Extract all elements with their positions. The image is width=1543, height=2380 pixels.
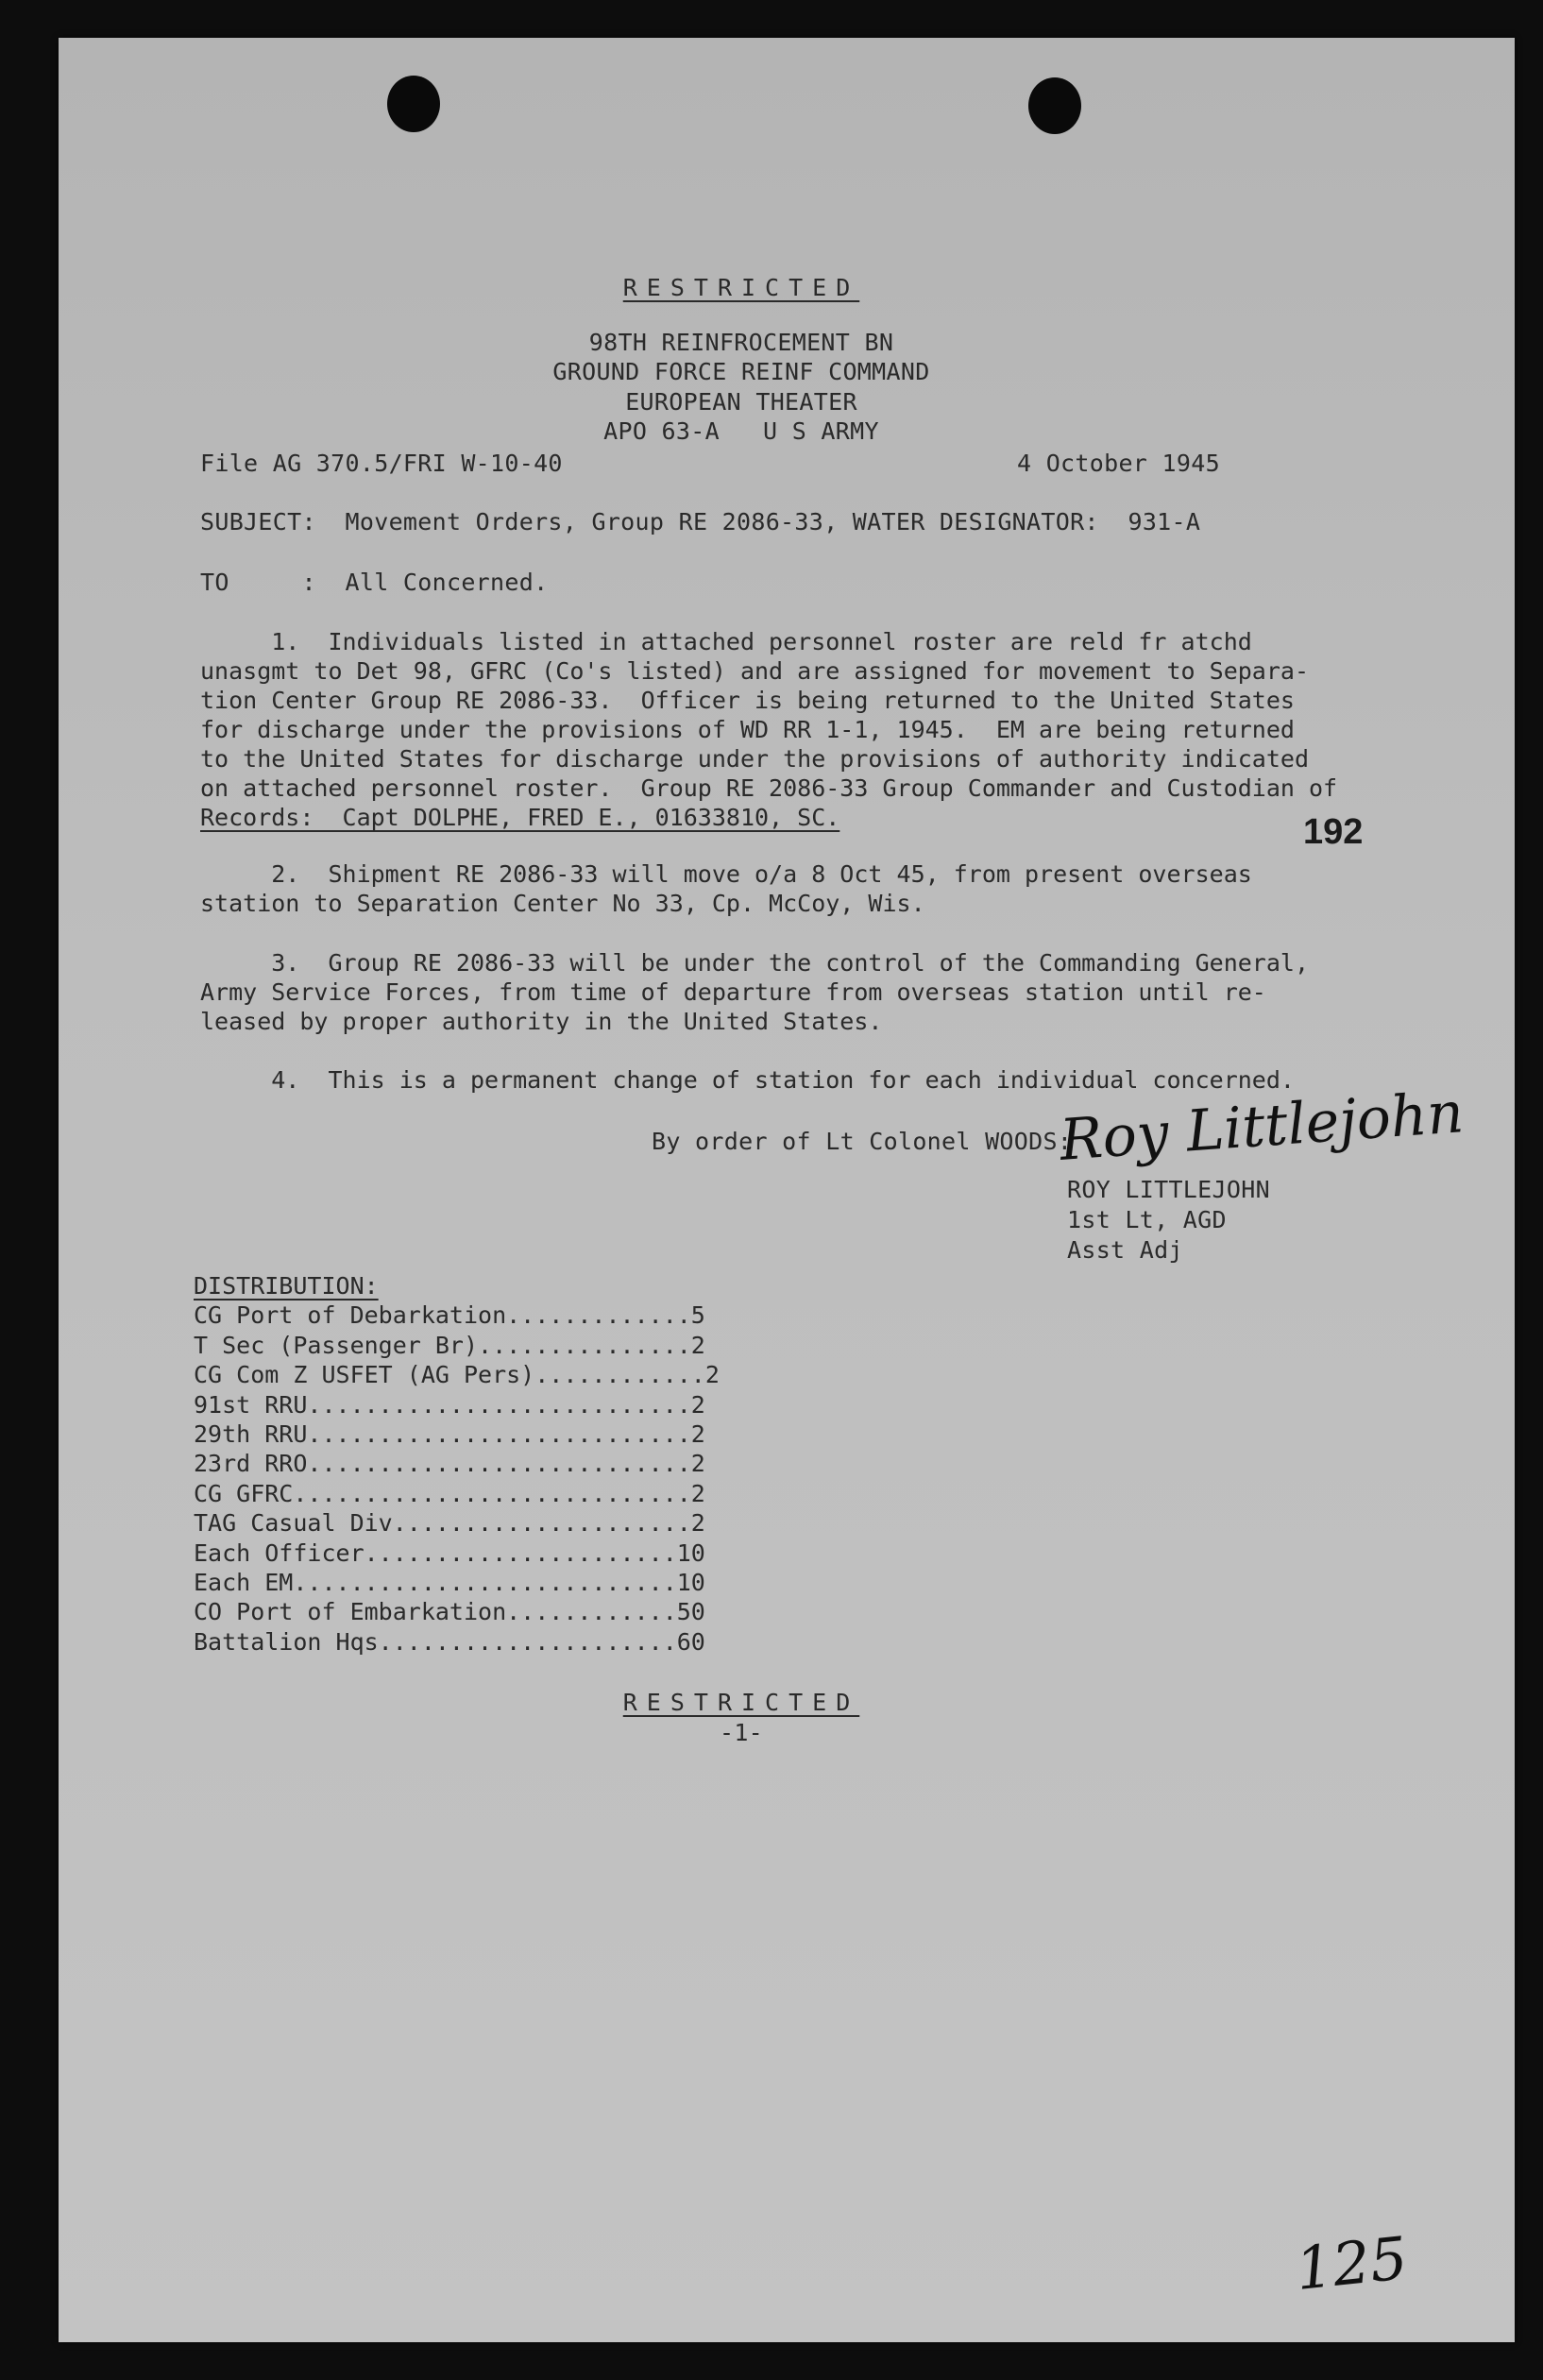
unit-line-2: GROUND FORCE REINF COMMAND (552, 358, 930, 385)
paragraph-line-custodian: Records: Capt DOLPHE, FRED E., 01633810, SC. (200, 804, 840, 831)
paragraph-line: unasgmt to Det 98, GFRC (Co's listed) and are assigned for movement to Separa- (200, 657, 1309, 685)
unit-line-1: 98TH REINFROCEMENT BN (588, 329, 894, 356)
paragraph-line: leased by proper authority in the United States. (200, 1008, 883, 1035)
paragraph-line: Army Service Forces, from time of departure from overseas station until re- (200, 978, 1266, 1006)
paragraph-line: on attached personnel roster. Group RE 2086-33 Group Commander and Custodian of (200, 774, 1338, 802)
to-line: TO : All Concerned. (200, 569, 549, 596)
punch-hole-left (387, 76, 440, 132)
distribution-row: 23rd RRO...........................2 (194, 1450, 705, 1478)
document-page (59, 38, 1515, 2342)
paragraph-line: 2. Shipment RE 2086-33 will move o/a 8 Oct 45, from present overseas (200, 860, 1252, 888)
paragraph-3 (200, 948, 1309, 1036)
distribution-row: CO Port of Embarkation............50 (194, 1598, 705, 1626)
distribution-row: Each EM...........................10 (194, 1569, 705, 1597)
handwritten-page-number: 125 (1292, 2223, 1411, 2304)
unit-line-4: APO 63-A U S ARMY (603, 417, 879, 445)
distribution-row: 91st RRU...........................2 (194, 1390, 705, 1419)
distribution-heading: DISTRIBUTION: (194, 1272, 379, 1300)
distribution-row: Each Officer......................10 (194, 1538, 705, 1567)
distribution-row: CG Com Z USFET (AG Pers)............2 (194, 1361, 720, 1389)
unit-line-3: EUROPEAN THEATER (625, 388, 857, 416)
classification-bottom: RESTRICTED (622, 1689, 860, 1716)
distribution-row: CG Port of Debarkation.............5 (194, 1301, 705, 1330)
paragraph-1 (200, 627, 1337, 832)
by-order-line: By order of Lt Colonel WOODS: (652, 1128, 1073, 1155)
paragraph-line: station to Separation Center No 33, Cp. McCoy, Wis. (200, 890, 925, 917)
distribution-row: 29th RRU...........................2 (194, 1420, 705, 1449)
signer-rank: 1st Lt, AGD (1067, 1206, 1227, 1233)
classification-top: RESTRICTED (622, 274, 860, 301)
paragraph-line: 1. Individuals listed in attached personnel roster are reld fr atchd (200, 628, 1252, 655)
handwritten-signature: Roy Littlejohn (1058, 1080, 1467, 1174)
paragraph-line: to the United States for discharge under the provisions of authority indicated (200, 745, 1309, 773)
paragraph-line: tion Center Group RE 2086-33. Officer is being returned to the United States (200, 687, 1295, 714)
paragraph-2 (200, 859, 1252, 918)
file-reference: File AG 370.5/FRI W-10-40 (200, 450, 563, 477)
distribution-list (194, 1271, 720, 1657)
paragraph-4 (200, 1065, 1295, 1095)
distribution-row: TAG Casual Div.....................2 (194, 1509, 705, 1538)
distribution-row: Battalion Hqs.....................60 (194, 1627, 705, 1656)
distribution-row: CG GFRC............................2 (194, 1479, 705, 1507)
signer-title: Asst Adj (1067, 1236, 1183, 1264)
subject-line: SUBJECT: Movement Orders, Group RE 2086-33, WATER DESIGNATOR: 931-A (200, 508, 1201, 536)
page-stamp-number: 192 (1303, 812, 1364, 852)
paragraph-line: for discharge under the provisions of WD RR 1-1, 1945. EM are being returned (200, 716, 1295, 743)
distribution-row: T Sec (Passenger Br)...............2 (194, 1331, 705, 1359)
punch-hole-right (1028, 77, 1081, 134)
paragraph-line: 3. Group RE 2086-33 will be under the control of the Commanding General, (200, 949, 1309, 977)
signer-name: ROY LITTLEJOHN (1067, 1176, 1270, 1203)
paragraph-line: 4. This is a permanent change of station for each individual concerned. (200, 1066, 1295, 1094)
document-date: 4 October 1945 (1017, 450, 1220, 477)
page-number: -1- (719, 1719, 764, 1746)
